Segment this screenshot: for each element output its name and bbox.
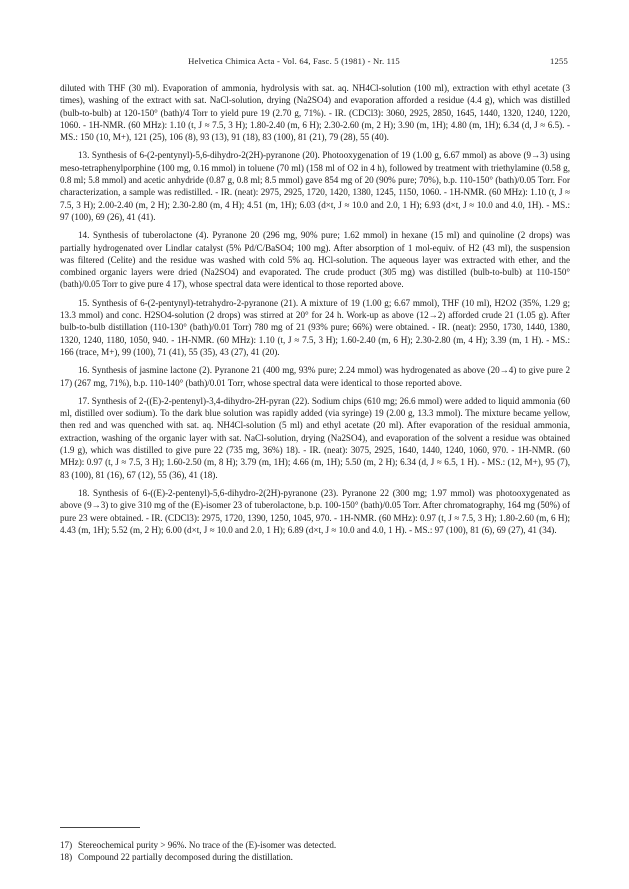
footnote-divider — [60, 827, 140, 828]
footnote-text: Stereochemical purity > 96%. No trace of the (E)-isomer was detected. — [78, 840, 337, 850]
article-body — [60, 82, 570, 542]
paragraph-section-16: 16. Synthesis of jasmine lactone (2). Pyranone 21 (400 mg, 93% pure; 2.24 mmol) was hydrogenated as above (20→4) to give pure 2 17) (267 mg, 71%), b.p. 110-140° (bath)/0.01 Torr, whose spectral data were identical to those reported above. — [60, 365, 570, 388]
footnote-mark: 17) — [60, 840, 73, 850]
paragraph-section-18: 18. Synthesis of 6-((E)-2-pentenyl)-5,6-dihydro-2(2H)-pyranone (23). Pyranone 22 (300 mg; 1.97 mmol) was photooxygenated as above (9→3) to give 310 mg of the (E)-isomer 23 of tuberolactone, b.p. 100-150° (bath)/0.05 Torr. After chromatography, 164 mg (50%) of pure 23 were obtained. - IR. (CDCl3): 2975, 1720, 1390, 1250, 1045, 970. - 1H-NMR. (60 MHz): 0.97 (t, J ≈ 7.5, 3 H); 1.80-2.60 (m, 6 H); 4.43 (m, 1H); 5.52 (m, 2 H); 6.00 (d×t, J ≈ 10.0 and 2.0, 1 H); 6.89 (d×t, J ≈ 10.0 and 4.0, 1 H). - MS.: 97 (100), 81 (6), 69 (27), 41 (34). — [60, 487, 570, 535]
paragraph-section-15: 15. Synthesis of 6-(2-pentynyl)-tetrahydro-2-pyranone (21). A mixture of 19 (1.00 g; 6.67 mmol), THF (10 ml), H2O2 (35%, 1.29 g; 13.3 mmol) and conc. H2SO4-solution (2 drops) was stirred at 20° for 24 h. Work-up as above (12→2) afforded crude 21 (1.05 g). After bulb-to-bulb distillation (110-130° (bath)/0.01 Torr) 780 mg of 21 (93% pure; 66%) were obtained. - IR. (neat): 2950, 1730, 1440, 1380, 1320, 1240, 1180, 1050, 940. - 1H-NMR. (60 MHz): 1.10 (t, J ≈ 7.5, 3 H); 1.60-2.40 (m, 6 H); 2.30-2.80 (m, 4 H); 3.39 (m, 1 H). - MS.: 166 (trace, M+), 99 (100), 71 (41), 55 (35), 43 (27), 41 (20). — [60, 297, 570, 357]
paragraph-continuation: diluted with THF (30 ml). Evaporation of ammonia, hydrolysis with sat. aq. NH4Cl-solution (100 ml), extraction with ethyl acetate (3 times), washing of the extract with sat. NaCl-solution, drying (Na2SO4) and evaporation afforded a residue (4.4 g), which was distilled (bulb-to-bulb) at 120-150° (bath)/4 Torr to yield pure 19 (2.70 g, 71%). - IR. (CDCl3): 3060, 2925, 2850, 1645, 1440, 1320, 1240, 1220, 1060. - 1H-NMR. (60 MHz): 1.10 (t, J ≈ 7.5, 3 H); 1.80-2.40 (m, 6 H); 2.30-2.60 (m, 2 H); 3.90 (m, 1H); 4.80 (m, 1H); 6.34 (d, J ≈ 6.5). - MS.: 150 (10, M+), 121 (25), 106 (8), 93 (13), 91 (18), 83 (100), 81 (21), 79 (28), 55 (40). — [60, 83, 570, 143]
footnote-text: Compound 22 partially decomposed during the distillation. — [78, 852, 293, 862]
footnote-18 — [60, 851, 570, 863]
page-number: 1255 — [550, 56, 568, 66]
paragraph-section-13: 13. Synthesis of 6-(2-pentynyl)-5,6-dihydro-2(2H)-pyranone (20). Photooxygenation of 19 (1.00 g, 6.67 mmol) as above (9→3) using meso-tetraphenylporphine (100 mg, 0.16 mmol) in toluene (70 ml) (158 ml of O2 in 4 h), followed by treatment with triethylamine (0.58 g, 0.8 ml; 5.8 mmol) and acetic anhydride (0.87 g, 0.8 ml; 8.5 mmol) gave 854 mg of 20 (90% pure; 70%), b.p. 110-150° (bath)/0.05 Torr. For characterization, a sample was redistilled. - IR. (neat): 2975, 2925, 1720, 1420, 1380, 1245, 1150, 1060. - 1H-NMR. (60 MHz): 1.10 (t, J ≈ 7.5, 3 H); 2.00-2.40 (m, 2 H); 2.30-2.80 (m, 4 H); 4.51 (m, 1H); 6.03 (d×t, J ≈ 10.0 and 2.0, 1 H); 6.93 (d×t, J ≈ 10.0 and 4.0, 1H). - MS.: 97 (100), 69 (26), 41 (41). — [60, 150, 570, 222]
running-header — [60, 56, 568, 66]
paragraph-section-14: 14. Synthesis of tuberolactone (4). Pyranone 20 (296 mg, 90% pure; 1.62 mmol) in hexane (15 ml) and quinoline (2 drops) was partially hydrogenated over Lindlar catalyst (5% Pd/C/BaSO4; 100 mg). After absorption of 1 mol-equiv. of H2 (43 ml), the suspension was filtered (Celite) and the residue was washed with cold 5% aq. HCl-solution. The aqueous layer was extracted with ether, and the combined organic layers were dried (Na2SO4) and evaporated. The crude product (305 mg) was distilled (bulb-to-bulb) at 110-150° (bath)/0.05 Torr to give pure 4 17), whose spectral data were identical to those reported above. — [60, 230, 570, 290]
footnote-mark: 18) — [60, 852, 73, 862]
footnote-17 — [60, 839, 570, 851]
journal-header: Helvetica Chimica Acta - Vol. 64, Fasc. 5 (1981) - Nr. 115 — [188, 56, 400, 66]
paragraph-section-17: 17. Synthesis of 2-((E)-2-pentenyl)-3,4-dihydro-2H-pyran (22). Sodium chips (610 mg; 26.6 mmol) were added to liquid ammonia (60 ml, distilled over sodium). To the dark blue solution was rapidly added (via syringe) 19 (2.00 g, 13.3 mmol). The mixture became yellow, then red and was quenched with sat. aq. NH4Cl-solution (5 ml) and ethyl acetate (20 ml). After evaporation of the residual ammonia, extraction, washing of the organic layer with sat. NaCl-solution, drying (Na2SO4), and evaporation of the solvent a residue was obtained (1.9 g), which was distilled to give pure 22 (735 mg, 36%) 18). - IR. (neat): 3075, 2925, 1640, 1440, 1240, 1060, 970. - 1H-NMR. (60 MHz): 0.97 (t, J ≈ 7.5, 3 H); 1.60-2.50 (m, 8 H); 3.79 (m, 1H); 4.66 (m, 1H); 5.50 (m, 2 H); 6.34 (d, J ≈ 6.5, 1 H). - MS.: (12, M+), 95 (7), 83 (100), 81 (16), 67 (12), 55 (36), 41 (18). — [60, 395, 570, 480]
footnotes — [60, 839, 570, 863]
